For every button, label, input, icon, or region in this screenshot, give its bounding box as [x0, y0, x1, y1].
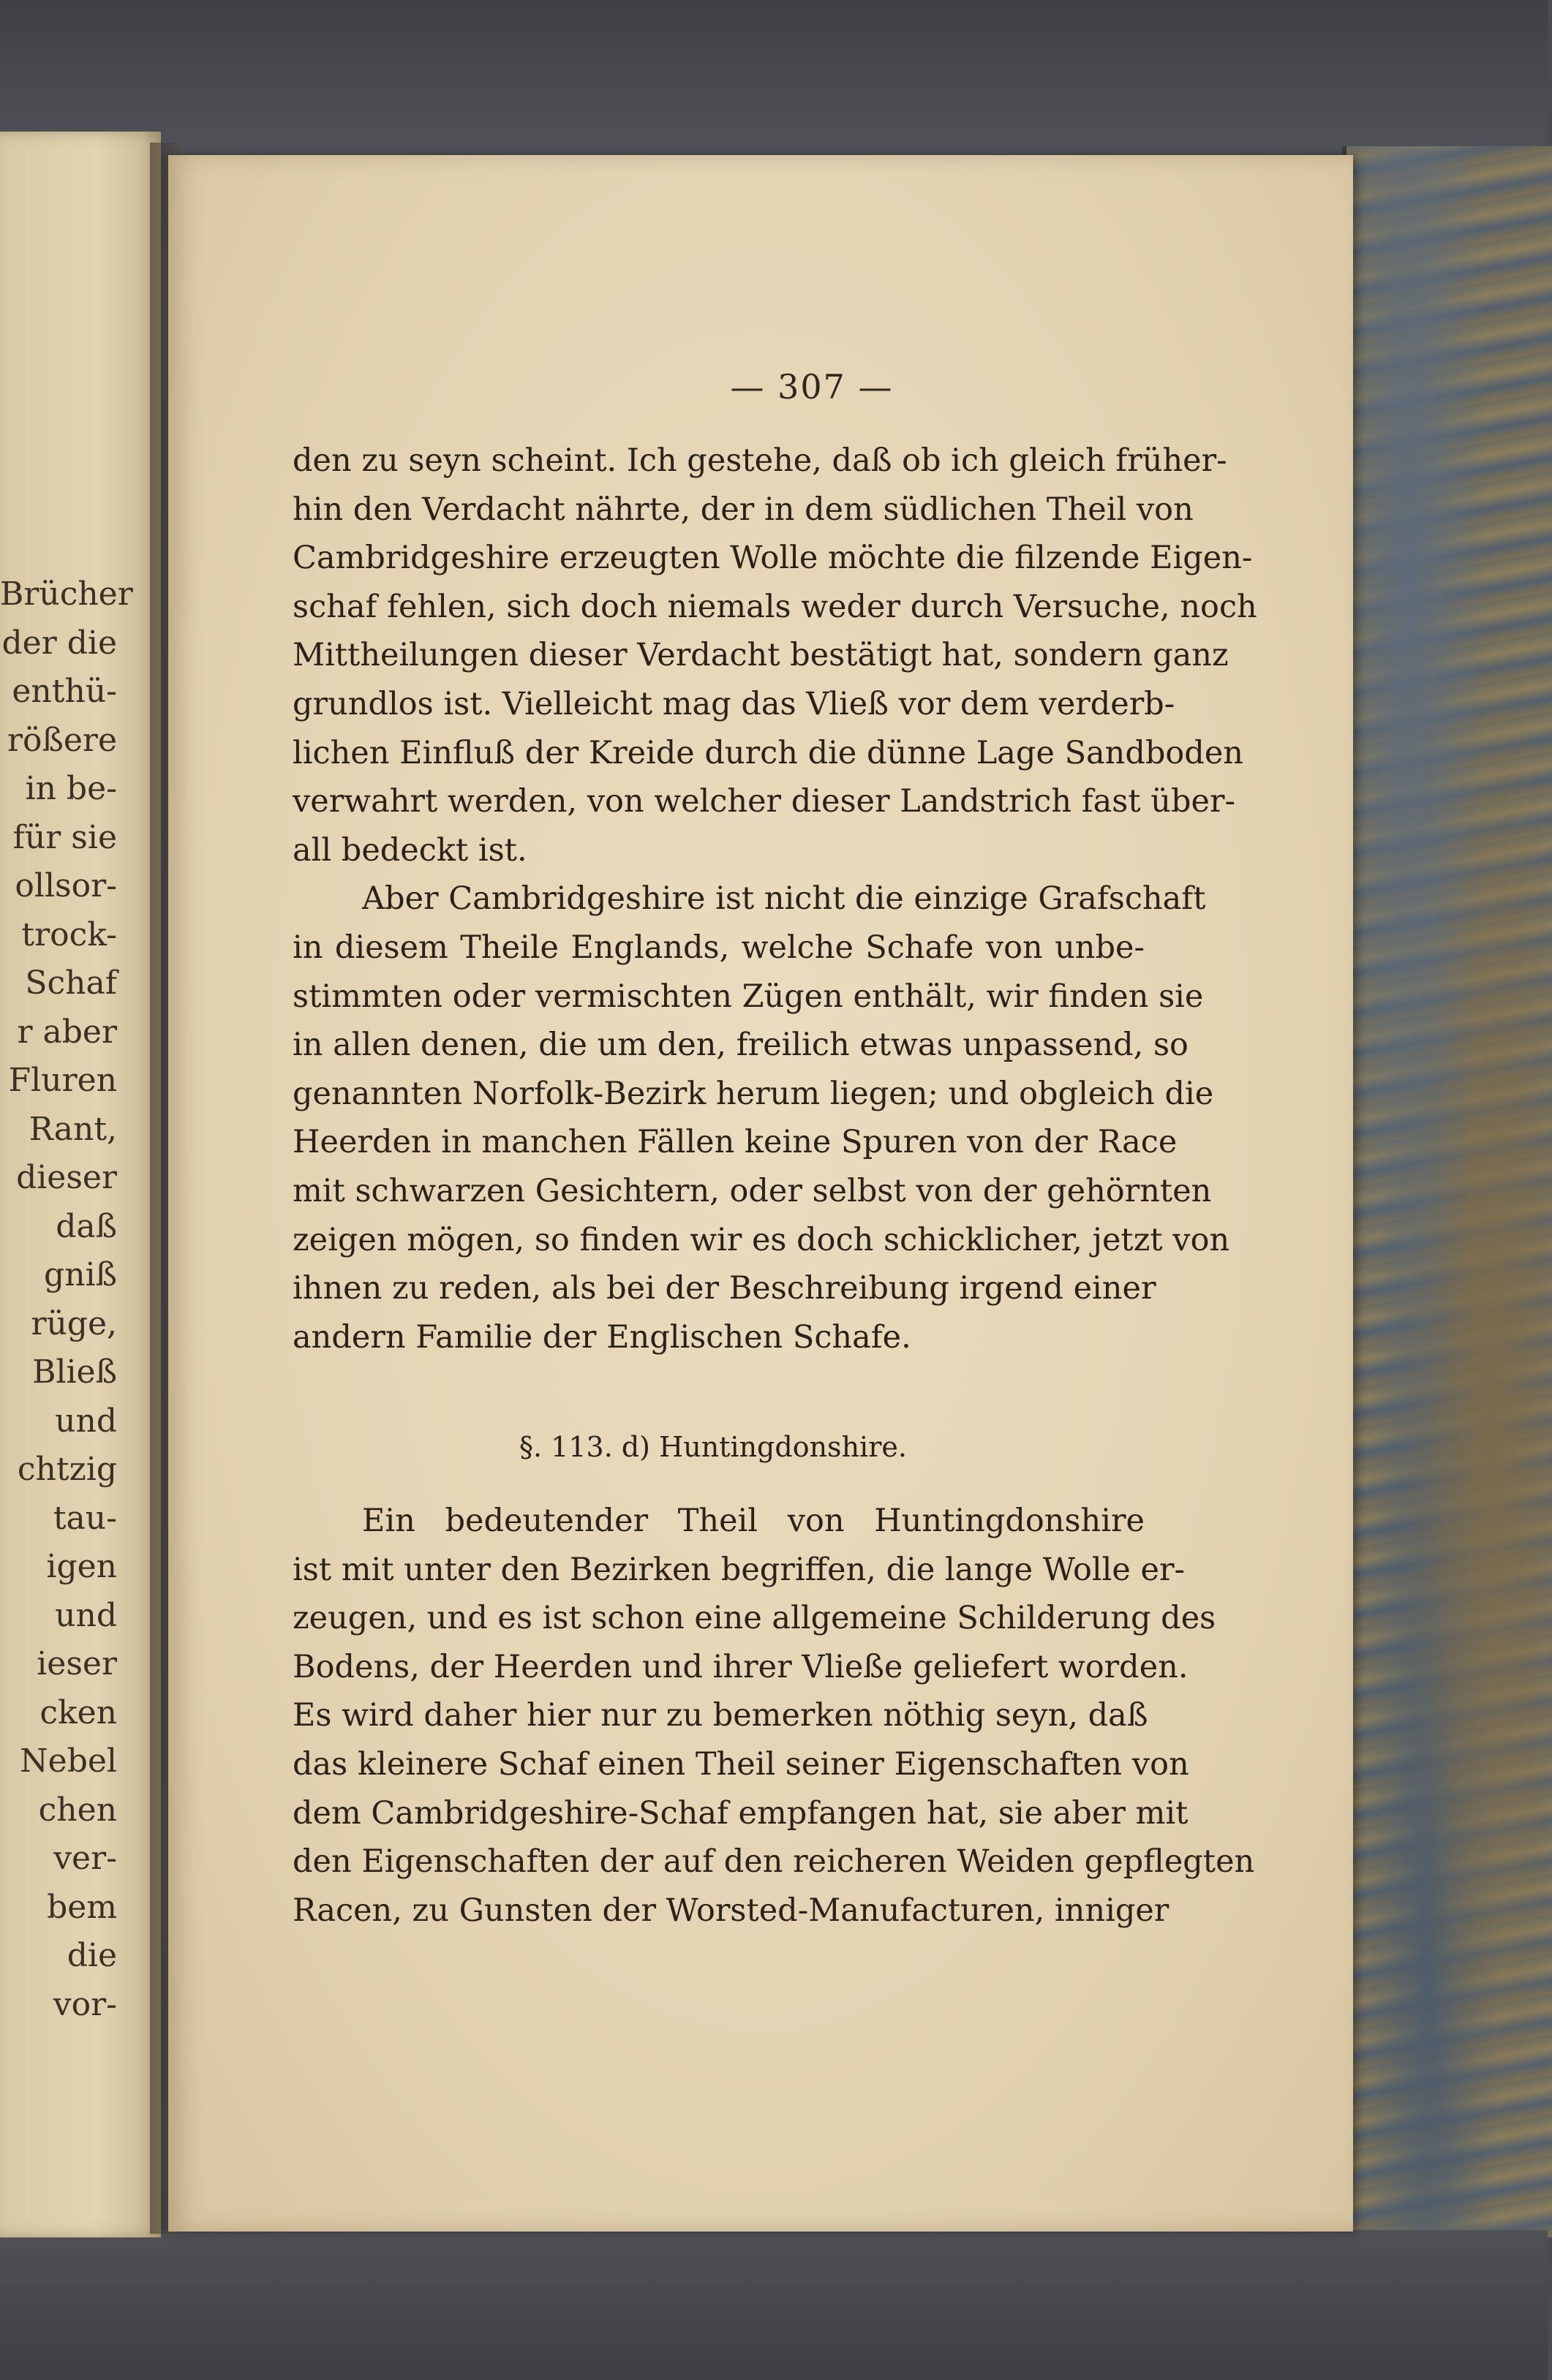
left-page-text-fragments: [0, 570, 133, 2029]
left-fragment-line: und: [55, 1596, 117, 1634]
text-line: hin den Verdacht nährte, der in dem südlichen Theil von: [293, 491, 1194, 528]
text-line: zeigen mögen, so finden wir es doch schicklicher, jetzt von: [293, 1221, 1230, 1258]
text-line: Bodens, der Heerden und ihrer Vließe geliefert worden.: [293, 1648, 1189, 1685]
left-fragment-line: rüge,: [31, 1304, 117, 1342]
left-fragment-line: in be-: [25, 770, 117, 807]
text-line: zeugen, und es ist schon eine allgemeine Schilderung des: [293, 1600, 1216, 1637]
left-fragment-line: ieser: [37, 1645, 117, 1682]
text-line: Heerden in manchen Fällen keine Spuren von der Race: [293, 1124, 1178, 1161]
left-fragment-line: chtzig: [17, 1451, 117, 1488]
left-fragment-line: daß: [56, 1207, 117, 1245]
text-line: dem Cambridgeshire-Schaf empfangen hat, sie aber mit: [293, 1794, 1189, 1832]
section-heading: §. 113. d) Huntingdonshire.: [519, 1431, 907, 1463]
text-block-lower: [293, 1497, 1255, 1935]
left-fragment-line: rößere: [7, 721, 117, 759]
text-line: grundlos ist. Vielleicht mag das Vließ vor dem verderb-: [293, 685, 1175, 722]
page-number: — 307 —: [730, 367, 894, 407]
left-fragment-line: Brücher: [0, 575, 133, 613]
left-fragment-line: enthü-: [12, 673, 117, 710]
text-line: Mittheilungen dieser Verdacht bestätigt hat, sondern ganz: [293, 637, 1229, 674]
left-fragment-line: bem: [47, 1888, 117, 1926]
left-fragment-line: Bließ: [32, 1353, 117, 1391]
text-line: den zu seyn scheint. Ich gestehe, daß ob ich gleich früher-: [293, 442, 1227, 479]
marbled-cover-edge: [1342, 146, 1552, 2237]
left-fragment-line: Fluren: [8, 1062, 117, 1099]
scanner-background-top: [0, 0, 1548, 154]
left-fragment-line: igen: [46, 1548, 117, 1585]
text-line: in diesem Theile Englands, welche Schafe von unbe-: [293, 929, 1145, 966]
left-fragment-line: Schaf: [25, 964, 117, 1002]
text-line: Es wird daher hier nur zu bemerken nöthig seyn, daß: [293, 1697, 1148, 1734]
text-line: andern Familie der Englischen Schafe.: [293, 1318, 911, 1356]
left-fragment-line: ollsor-: [15, 867, 117, 904]
left-fragment-line: trock-: [21, 915, 117, 953]
left-fragment-line: und: [55, 1402, 117, 1440]
text-line: genannten Norfolk-Bezirk herum liegen; und obgleich die: [293, 1075, 1214, 1112]
text-block-upper: [293, 437, 1257, 1361]
text-line: lichen Einfluß der Kreide durch die dünne Lage Sandboden: [293, 734, 1243, 771]
paragraph-3: [293, 1497, 1255, 1935]
paragraph-2: [293, 874, 1230, 1361]
text-line: in allen denen, die um den, freilich etwas unpassend, so: [293, 1027, 1189, 1064]
text-line: ihnen zu reden, als bei der Beschreibung irgend einer: [293, 1270, 1156, 1307]
text-line: verwahrt werden, von welcher dieser Landstrich fast über-: [293, 783, 1236, 820]
text-line: Racen, zu Gunsten der Worsted-Manufacturen, inniger: [293, 1892, 1169, 1929]
text-line: den Eigenschaften der auf den reicheren Weiden gepflegten: [293, 1843, 1255, 1881]
text-line: das kleinere Schaf einen Theil seiner Eigenschaften von: [293, 1745, 1189, 1783]
text-line: Aber Cambridgeshire ist nicht die einzige Grafschaft: [362, 880, 1206, 918]
facing-left-page: [0, 132, 161, 2237]
text-line: all bedeckt ist.: [293, 831, 527, 869]
paragraph-1: [293, 437, 1257, 874]
text-line: mit schwarzen Gesichtern, oder selbst von der gehörnten: [293, 1172, 1212, 1209]
left-fragment-line: ver-: [53, 1840, 117, 1877]
left-fragment-line: gniß: [44, 1256, 117, 1293]
scanner-background-bottom: [0, 2230, 1548, 2380]
left-fragment-line: cken: [39, 1693, 117, 1731]
left-fragment-line: tau-: [53, 1499, 117, 1537]
text-line: Ein bedeutender Theil von Huntingdonshire: [362, 1503, 1145, 1539]
text-line: ist mit unter den Bezirken begriffen, die lange Wolle er-: [293, 1551, 1186, 1588]
left-fragment-line: Nebel: [20, 1742, 117, 1780]
right-page: [168, 155, 1353, 2232]
left-fragment-line: vor-: [53, 1985, 117, 2023]
left-fragment-line: für sie: [12, 818, 117, 856]
left-fragment-line: die: [67, 1937, 117, 1974]
left-fragment-line: chen: [38, 1791, 117, 1829]
text-line: schaf fehlen, sich doch niemals weder durch Versuche, noch: [293, 588, 1257, 625]
left-fragment-line: dieser: [16, 1159, 117, 1196]
text-line: Cambridgeshire erzeugten Wolle möchte die filzende Eigen-: [293, 540, 1253, 577]
left-fragment-line: r aber: [17, 1013, 117, 1051]
left-fragment-line: der die: [1, 624, 117, 662]
left-fragment-line: Rant,: [29, 1110, 117, 1148]
text-line: stimmten oder vermischten Zügen enthält, wir finden sie: [293, 978, 1204, 1015]
